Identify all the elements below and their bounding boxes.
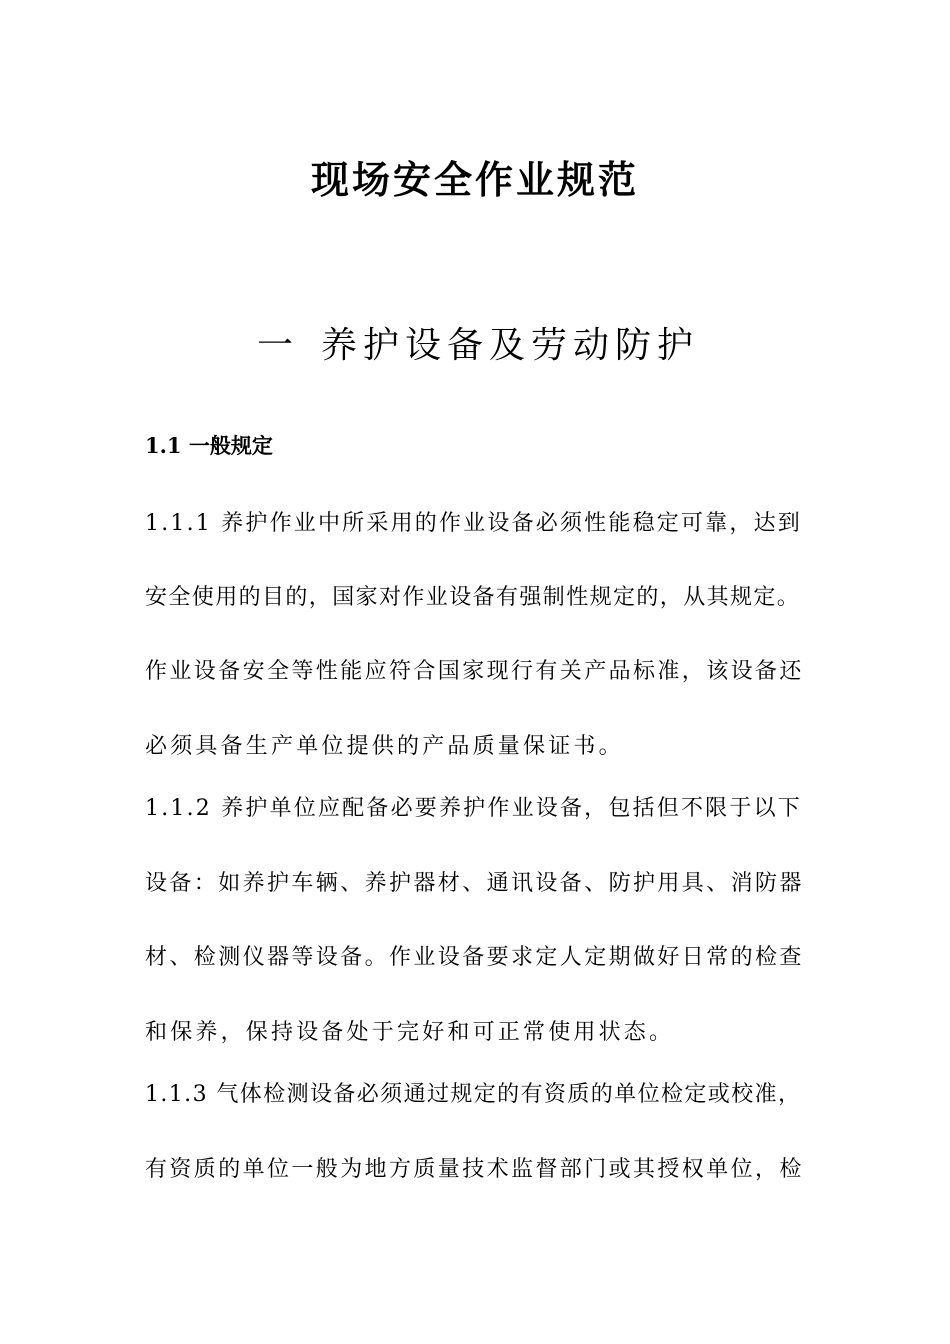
paragraph-line: 1.1.2 养护单位应配备必要养护作业设备，包括但不限于以下 [145, 796, 802, 821]
paragraph-line: 材、检测仪器等设备。作业设备要求定人定期做好日常的检查 [145, 945, 804, 970]
chapter-heading [257, 318, 699, 374]
document-title: 现场安全作业规范 [310, 157, 639, 202]
section-heading: 1.1 一般规定 [145, 433, 273, 458]
paragraph-line: 设备：如养护车辆、养护器材、通讯设备、防护用具、消防器 [145, 871, 804, 896]
paragraph-line: 和保养，保持设备处于完好和可正常使用状态。 [145, 1020, 675, 1045]
paragraph-line: 有资质的单位一般为地方质量技术监督部门或其授权单位，检 [145, 1157, 804, 1182]
chapter-title: 养护设备及劳动防护 [321, 325, 700, 366]
paragraph-line: 1.1.1 养护作业中所采用的作业设备必须性能稳定可靠，达到 [145, 511, 802, 536]
paragraph-line: 作业设备安全等性能应符合国家现行有关产品标准，该设备还 [145, 659, 804, 684]
paragraph-line: 安全使用的目的，国家对作业设备有强制性规定的，从其规定。 [145, 585, 801, 610]
paragraph-line: 必须具备生产单位提供的产品质量保证书。 [145, 734, 624, 759]
paragraph-line: 1.1.3 气体检测设备必须通过规定的有资质的单位检定或校准， [145, 1082, 802, 1107]
chapter-number: 一 [257, 325, 300, 366]
